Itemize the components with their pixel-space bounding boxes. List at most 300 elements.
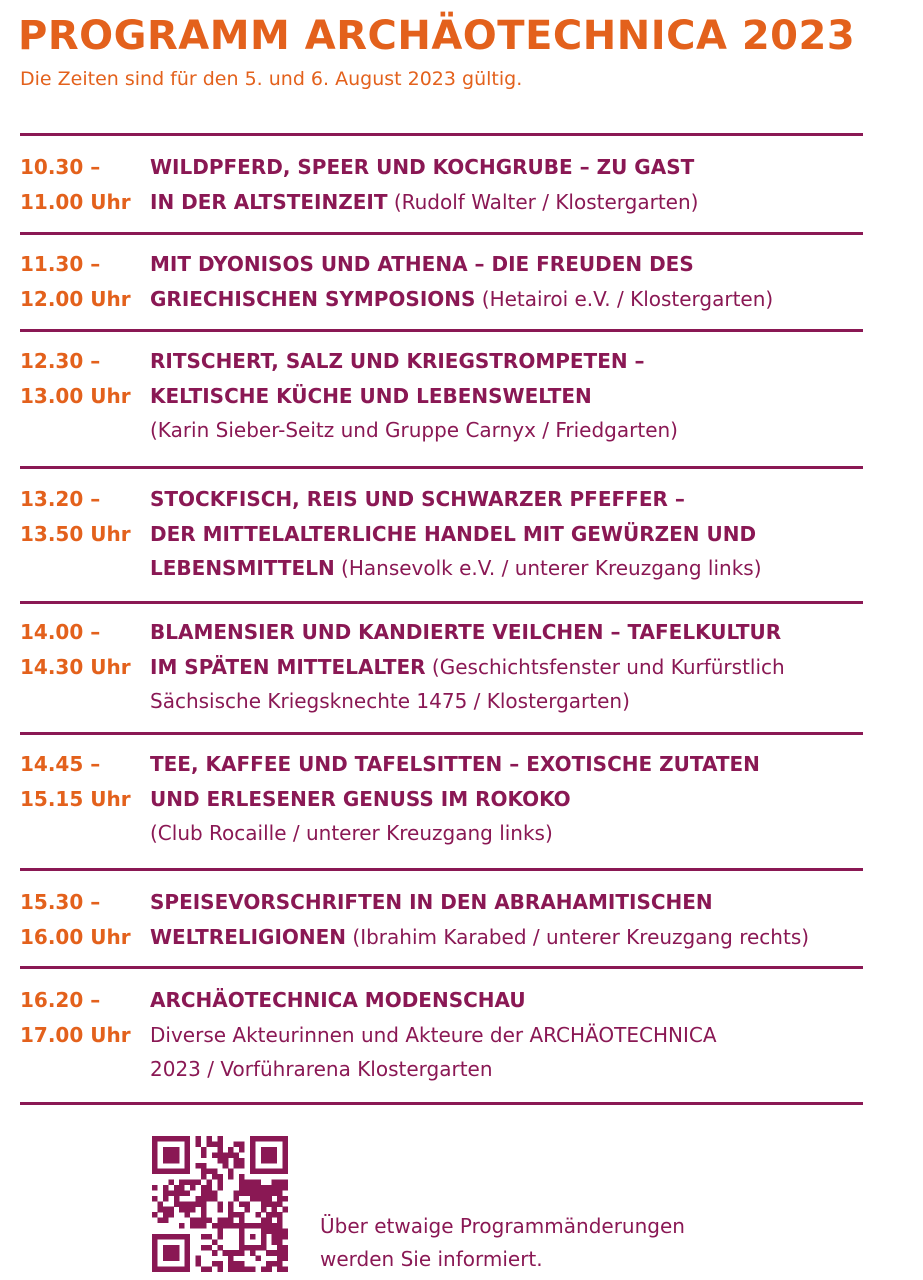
qr-module bbox=[201, 1190, 207, 1196]
qr-module bbox=[185, 1245, 191, 1251]
qr-module bbox=[283, 1256, 288, 1262]
qr-module bbox=[234, 1267, 240, 1272]
entry-detail-text: (Rudolf Walter / Klostergarten) bbox=[387, 189, 699, 214]
qr-module bbox=[168, 1256, 174, 1262]
qr-module bbox=[266, 1261, 272, 1267]
qr-module bbox=[272, 1228, 278, 1234]
entry-line bbox=[150, 983, 870, 1018]
entry-line bbox=[150, 517, 870, 552]
qr-module bbox=[185, 1158, 191, 1164]
entry-title-text: IM SPÄTEN MITTELALTER bbox=[150, 654, 426, 679]
entry-start-time: 15.30 – bbox=[20, 890, 101, 914]
page-subtitle: Die Zeiten sind für den 5. und 6. August 2023 gültig. bbox=[20, 68, 523, 90]
qr-module bbox=[261, 1267, 267, 1272]
qr-module bbox=[163, 1136, 169, 1142]
qr-module bbox=[168, 1207, 174, 1213]
qr-module bbox=[201, 1169, 207, 1175]
qr-module bbox=[239, 1267, 245, 1272]
entry-line bbox=[150, 615, 870, 650]
qr-module bbox=[239, 1190, 245, 1196]
qr-module bbox=[250, 1196, 256, 1202]
qr-module bbox=[190, 1201, 196, 1207]
entry-description bbox=[150, 344, 870, 448]
qr-module bbox=[196, 1136, 202, 1142]
entry-detail-text: Diverse Akteurinnen und Akteure der ARCHÄOTECHNICA bbox=[150, 1022, 717, 1047]
entry-start-time: 10.30 – bbox=[20, 155, 101, 179]
qr-module bbox=[196, 1218, 202, 1224]
entry-time bbox=[20, 615, 145, 684]
entry-start-time: 16.20 – bbox=[20, 988, 101, 1012]
entry-title-text: MIT DYONISOS UND ATHENA – DIE FREUDEN DES bbox=[150, 252, 694, 276]
qr-module bbox=[239, 1261, 245, 1267]
qr-module bbox=[217, 1158, 223, 1164]
qr-module bbox=[277, 1239, 283, 1245]
qr-module bbox=[163, 1245, 169, 1251]
qr-module bbox=[152, 1147, 158, 1153]
qr-module bbox=[266, 1190, 272, 1196]
qr-module bbox=[283, 1158, 288, 1164]
entry-description bbox=[150, 615, 870, 719]
qr-module bbox=[277, 1190, 283, 1196]
qr-module bbox=[185, 1267, 191, 1272]
qr-module bbox=[277, 1234, 283, 1240]
qr-module bbox=[272, 1250, 278, 1256]
qr-module bbox=[261, 1136, 267, 1142]
qr-module bbox=[157, 1169, 163, 1175]
qr-module bbox=[261, 1147, 267, 1153]
note-line: Über etwaige Programmänderungen bbox=[320, 1214, 685, 1238]
qr-module bbox=[190, 1180, 196, 1186]
qr-module bbox=[228, 1223, 234, 1229]
qr-module bbox=[272, 1147, 278, 1153]
qr-module bbox=[261, 1234, 267, 1240]
qr-module bbox=[212, 1169, 218, 1175]
qr-module bbox=[234, 1158, 240, 1164]
qr-module bbox=[168, 1180, 174, 1186]
qr-module bbox=[272, 1223, 278, 1229]
qr-module bbox=[228, 1207, 234, 1213]
qr-module bbox=[283, 1250, 288, 1256]
qr-module bbox=[163, 1218, 169, 1224]
entry-line bbox=[150, 1018, 870, 1053]
qr-module bbox=[239, 1239, 245, 1245]
qr-module bbox=[174, 1147, 180, 1153]
qr-module bbox=[185, 1207, 191, 1213]
qr-module bbox=[234, 1141, 240, 1147]
entry-time bbox=[20, 247, 145, 316]
qr-module bbox=[277, 1136, 283, 1142]
qr-module bbox=[217, 1152, 223, 1158]
qr-module bbox=[185, 1169, 191, 1175]
entry-start-time: 14.45 – bbox=[20, 752, 101, 776]
qr-module bbox=[152, 1163, 158, 1169]
qr-module bbox=[217, 1218, 223, 1224]
qr-module bbox=[261, 1201, 267, 1207]
qr-module bbox=[223, 1163, 229, 1169]
qr-module bbox=[196, 1223, 202, 1229]
qr-module bbox=[239, 1147, 245, 1153]
qr-module bbox=[228, 1201, 234, 1207]
qr-module bbox=[174, 1267, 180, 1272]
qr-module bbox=[185, 1261, 191, 1267]
qr-module bbox=[201, 1212, 207, 1218]
qr-module bbox=[212, 1190, 218, 1196]
qr-module bbox=[201, 1152, 207, 1158]
qr-module bbox=[244, 1180, 250, 1186]
qr-module bbox=[206, 1218, 212, 1224]
qr-module bbox=[196, 1261, 202, 1267]
qr-module bbox=[244, 1223, 250, 1229]
qr-module bbox=[152, 1234, 158, 1240]
qr-module bbox=[168, 1245, 174, 1251]
qr-module bbox=[272, 1185, 278, 1191]
qr-module bbox=[217, 1185, 223, 1191]
qr-module bbox=[201, 1201, 207, 1207]
qr-module bbox=[217, 1180, 223, 1186]
qr-module bbox=[217, 1136, 223, 1142]
qr-module bbox=[261, 1228, 267, 1234]
qr-module bbox=[217, 1207, 223, 1213]
qr-module bbox=[255, 1223, 261, 1229]
qr-module bbox=[152, 1212, 158, 1218]
qr-module bbox=[174, 1136, 180, 1142]
qr-module bbox=[217, 1245, 223, 1251]
program-change-note bbox=[320, 1210, 685, 1276]
qr-module bbox=[277, 1169, 283, 1175]
qr-module bbox=[255, 1185, 261, 1191]
qr-module bbox=[261, 1218, 267, 1224]
qr-module bbox=[174, 1234, 180, 1240]
qr-module bbox=[228, 1174, 234, 1180]
qr-module bbox=[168, 1267, 174, 1272]
qr-module bbox=[239, 1212, 245, 1218]
entry-description bbox=[150, 482, 870, 586]
entry-line bbox=[150, 185, 870, 220]
qr-module bbox=[272, 1239, 278, 1245]
qr-module bbox=[157, 1136, 163, 1142]
qr-module bbox=[217, 1201, 223, 1207]
qr-module bbox=[239, 1250, 245, 1256]
qr-module bbox=[168, 1136, 174, 1142]
qr-module bbox=[185, 1201, 191, 1207]
qr-module bbox=[255, 1196, 261, 1202]
entry-end-time: 12.00 Uhr bbox=[20, 286, 131, 311]
entry-end-time: 13.00 Uhr bbox=[20, 383, 131, 408]
qr-module bbox=[283, 1152, 288, 1158]
entry-line bbox=[150, 379, 870, 414]
qr-module bbox=[283, 1196, 288, 1202]
entry-detail-text: (Geschichtsfenster und Kurfürstlich bbox=[425, 654, 785, 679]
qr-module bbox=[272, 1169, 278, 1175]
entry-description bbox=[150, 247, 870, 316]
entry-line bbox=[150, 344, 870, 379]
qr-module bbox=[239, 1174, 245, 1180]
qr-module bbox=[174, 1201, 180, 1207]
qr-module bbox=[206, 1169, 212, 1175]
qr-module bbox=[190, 1207, 196, 1213]
qr-module bbox=[168, 1169, 174, 1175]
entry-title-text: GRIECHISCHEN SYMPOSIONS bbox=[150, 286, 476, 311]
qr-module bbox=[261, 1169, 267, 1175]
qr-module bbox=[266, 1196, 272, 1202]
qr-module bbox=[201, 1267, 207, 1272]
qr-module bbox=[266, 1169, 272, 1175]
entry-title-text: DER MITTELALTERLICHE HANDEL MIT GEWÜRZEN UND bbox=[150, 521, 757, 546]
qr-module bbox=[206, 1196, 212, 1202]
qr-module bbox=[239, 1163, 245, 1169]
qr-module bbox=[250, 1136, 256, 1142]
qr-module bbox=[168, 1147, 174, 1153]
qr-module bbox=[239, 1234, 245, 1240]
qr-module bbox=[277, 1218, 283, 1224]
qr-module bbox=[174, 1169, 180, 1175]
qr-module bbox=[283, 1163, 288, 1169]
qr-module bbox=[234, 1250, 240, 1256]
entry-end-time: 16.00 Uhr bbox=[20, 924, 131, 949]
qr-module bbox=[212, 1174, 218, 1180]
qr-module bbox=[152, 1250, 158, 1256]
qr-module bbox=[185, 1141, 191, 1147]
entry-start-time: 13.20 – bbox=[20, 487, 101, 511]
qr-module bbox=[261, 1223, 267, 1229]
qr-module bbox=[217, 1147, 223, 1153]
qr-module bbox=[266, 1250, 272, 1256]
qr-module bbox=[255, 1180, 261, 1186]
qr-module bbox=[157, 1234, 163, 1240]
qr-module bbox=[272, 1207, 278, 1213]
qr-module bbox=[239, 1158, 245, 1164]
entry-title-text: STOCKFISCH, REIS UND SCHWARZER PFEFFER – bbox=[150, 487, 685, 511]
qr-module bbox=[179, 1190, 185, 1196]
qr-module bbox=[244, 1201, 250, 1207]
qr-module bbox=[272, 1190, 278, 1196]
entry-time bbox=[20, 344, 145, 413]
entry-line bbox=[150, 920, 870, 955]
qr-module bbox=[277, 1228, 283, 1234]
qr-module bbox=[266, 1136, 272, 1142]
entry-start-time: 12.30 – bbox=[20, 349, 101, 373]
qr-module bbox=[272, 1152, 278, 1158]
qr-module bbox=[152, 1185, 158, 1191]
qr-module bbox=[206, 1234, 212, 1240]
qr-module bbox=[283, 1245, 288, 1251]
qr-module bbox=[201, 1185, 207, 1191]
divider bbox=[20, 732, 863, 735]
qr-module bbox=[174, 1190, 180, 1196]
qr-module bbox=[250, 1223, 256, 1229]
qr-module bbox=[212, 1223, 218, 1229]
qr-module bbox=[206, 1267, 212, 1272]
entry-title-text: LEBENSMITTELN bbox=[150, 556, 335, 580]
entry-title-text: WILDPFERD, SPEER UND KOCHGRUBE – ZU GAST bbox=[150, 155, 695, 179]
qr-module bbox=[212, 1261, 218, 1267]
qr-module bbox=[185, 1239, 191, 1245]
qr-module bbox=[152, 1261, 158, 1267]
qr-module bbox=[163, 1212, 169, 1218]
qr-module bbox=[217, 1141, 223, 1147]
entry-description bbox=[150, 747, 870, 851]
qr-module bbox=[228, 1212, 234, 1218]
qr-module bbox=[277, 1185, 283, 1191]
qr-module bbox=[277, 1245, 283, 1251]
qr-module bbox=[174, 1250, 180, 1256]
qr-module bbox=[201, 1196, 207, 1202]
qr-module bbox=[212, 1250, 218, 1256]
qr-module bbox=[179, 1201, 185, 1207]
qr-module bbox=[152, 1256, 158, 1262]
qr-module bbox=[206, 1180, 212, 1186]
qr-module bbox=[266, 1152, 272, 1158]
entry-title-text: UND ERLESENER GENUSS IM ROKOKO bbox=[150, 786, 571, 811]
entry-time bbox=[20, 983, 145, 1052]
entry-detail-text: (Hansevolk e.V. / unterer Kreuzgang links) bbox=[334, 556, 762, 580]
qr-module bbox=[272, 1261, 278, 1267]
qr-module bbox=[168, 1190, 174, 1196]
divider bbox=[20, 868, 863, 871]
entry-detail-text: (Club Rocaille / unterer Kreuzgang links) bbox=[150, 821, 553, 845]
qr-module bbox=[152, 1239, 158, 1245]
qr-module bbox=[206, 1190, 212, 1196]
entry-detail-text: (Karin Sieber-Seitz und Gruppe Carnyx / Friedgarten) bbox=[150, 418, 678, 442]
entry-line bbox=[150, 782, 870, 817]
qr-module bbox=[179, 1267, 185, 1272]
qr-module bbox=[234, 1196, 240, 1202]
qr-module bbox=[228, 1256, 234, 1262]
entry-line bbox=[150, 650, 870, 685]
qr-module bbox=[239, 1180, 245, 1186]
qr-module bbox=[196, 1163, 202, 1169]
qr-module bbox=[185, 1212, 191, 1218]
qr-module bbox=[179, 1185, 185, 1191]
entry-time bbox=[20, 885, 145, 954]
qr-module bbox=[223, 1158, 229, 1164]
qr-module bbox=[163, 1147, 169, 1153]
entry-end-time: 11.00 Uhr bbox=[20, 189, 131, 214]
qr-module bbox=[201, 1218, 207, 1224]
qr-module bbox=[283, 1180, 288, 1186]
qr-module bbox=[234, 1163, 240, 1169]
entry-time bbox=[20, 747, 145, 816]
qr-code-icon[interactable] bbox=[152, 1136, 288, 1272]
qr-module bbox=[163, 1250, 169, 1256]
qr-module bbox=[228, 1267, 234, 1272]
qr-module bbox=[163, 1256, 169, 1262]
qr-module bbox=[185, 1147, 191, 1153]
qr-module bbox=[163, 1190, 169, 1196]
qr-module bbox=[168, 1250, 174, 1256]
qr-module bbox=[217, 1223, 223, 1229]
qr-module bbox=[239, 1185, 245, 1191]
qr-module bbox=[217, 1234, 223, 1240]
qr-module bbox=[272, 1212, 278, 1218]
qr-module bbox=[201, 1245, 207, 1251]
qr-module bbox=[152, 1267, 158, 1272]
qr-module bbox=[234, 1212, 240, 1218]
qr-module bbox=[250, 1267, 256, 1272]
qr-module bbox=[272, 1234, 278, 1240]
qr-module bbox=[174, 1152, 180, 1158]
qr-module bbox=[283, 1136, 288, 1142]
entry-detail-text: (Hetairoi e.V. / Klostergarten) bbox=[475, 286, 774, 311]
qr-module bbox=[234, 1190, 240, 1196]
qr-module bbox=[206, 1141, 212, 1147]
entry-description bbox=[150, 150, 870, 219]
qr-module bbox=[152, 1169, 158, 1175]
qr-module bbox=[255, 1136, 261, 1142]
qr-module bbox=[255, 1256, 261, 1262]
qr-module bbox=[261, 1152, 267, 1158]
qr-module bbox=[174, 1256, 180, 1262]
qr-module bbox=[185, 1250, 191, 1256]
qr-module bbox=[277, 1212, 283, 1218]
qr-module bbox=[228, 1152, 234, 1158]
qr-module bbox=[223, 1152, 229, 1158]
qr-module bbox=[179, 1207, 185, 1213]
qr-module bbox=[152, 1152, 158, 1158]
divider bbox=[20, 329, 863, 332]
qr-module bbox=[212, 1152, 218, 1158]
qr-module bbox=[244, 1245, 250, 1251]
qr-module bbox=[250, 1163, 256, 1169]
qr-module bbox=[206, 1185, 212, 1191]
qr-module bbox=[277, 1261, 283, 1267]
qr-module bbox=[223, 1218, 229, 1224]
entry-line bbox=[150, 150, 870, 185]
qr-module bbox=[223, 1223, 229, 1229]
qr-module bbox=[168, 1158, 174, 1164]
qr-module bbox=[255, 1245, 261, 1251]
qr-module bbox=[179, 1234, 185, 1240]
qr-module bbox=[152, 1136, 158, 1142]
qr-module bbox=[163, 1196, 169, 1202]
entry-title-text: IN DER ALTSTEINZEIT bbox=[150, 189, 388, 214]
qr-module bbox=[277, 1196, 283, 1202]
qr-module bbox=[163, 1185, 169, 1191]
qr-module bbox=[185, 1180, 191, 1186]
qr-module bbox=[266, 1267, 272, 1272]
qr-module bbox=[239, 1218, 245, 1224]
qr-module bbox=[190, 1223, 196, 1229]
qr-module bbox=[179, 1136, 185, 1142]
entry-title-text: KELTISCHE KÜCHE UND LEBENSWELTEN bbox=[150, 383, 592, 408]
qr-module bbox=[255, 1169, 261, 1175]
qr-module bbox=[179, 1223, 185, 1229]
qr-module bbox=[201, 1234, 207, 1240]
qr-module bbox=[201, 1174, 207, 1180]
qr-module bbox=[255, 1212, 261, 1218]
qr-module bbox=[196, 1256, 202, 1262]
qr-module bbox=[228, 1250, 234, 1256]
qr-module bbox=[163, 1152, 169, 1158]
divider bbox=[20, 966, 863, 969]
qr-module bbox=[157, 1267, 163, 1272]
qr-module bbox=[244, 1190, 250, 1196]
entry-detail-text: (Ibrahim Karabed / unterer Kreuzgang rechts) bbox=[346, 924, 810, 949]
divider bbox=[20, 133, 863, 136]
qr-module bbox=[266, 1158, 272, 1164]
qr-module bbox=[266, 1201, 272, 1207]
qr-module bbox=[185, 1256, 191, 1262]
entry-end-time: 13.50 Uhr bbox=[20, 521, 131, 546]
entry-line bbox=[150, 684, 870, 719]
qr-module bbox=[272, 1136, 278, 1142]
qr-module bbox=[266, 1223, 272, 1229]
entry-end-time: 15.15 Uhr bbox=[20, 786, 131, 811]
qr-module bbox=[212, 1239, 218, 1245]
qr-module bbox=[163, 1267, 169, 1272]
qr-module bbox=[174, 1245, 180, 1251]
qr-module bbox=[234, 1223, 240, 1229]
